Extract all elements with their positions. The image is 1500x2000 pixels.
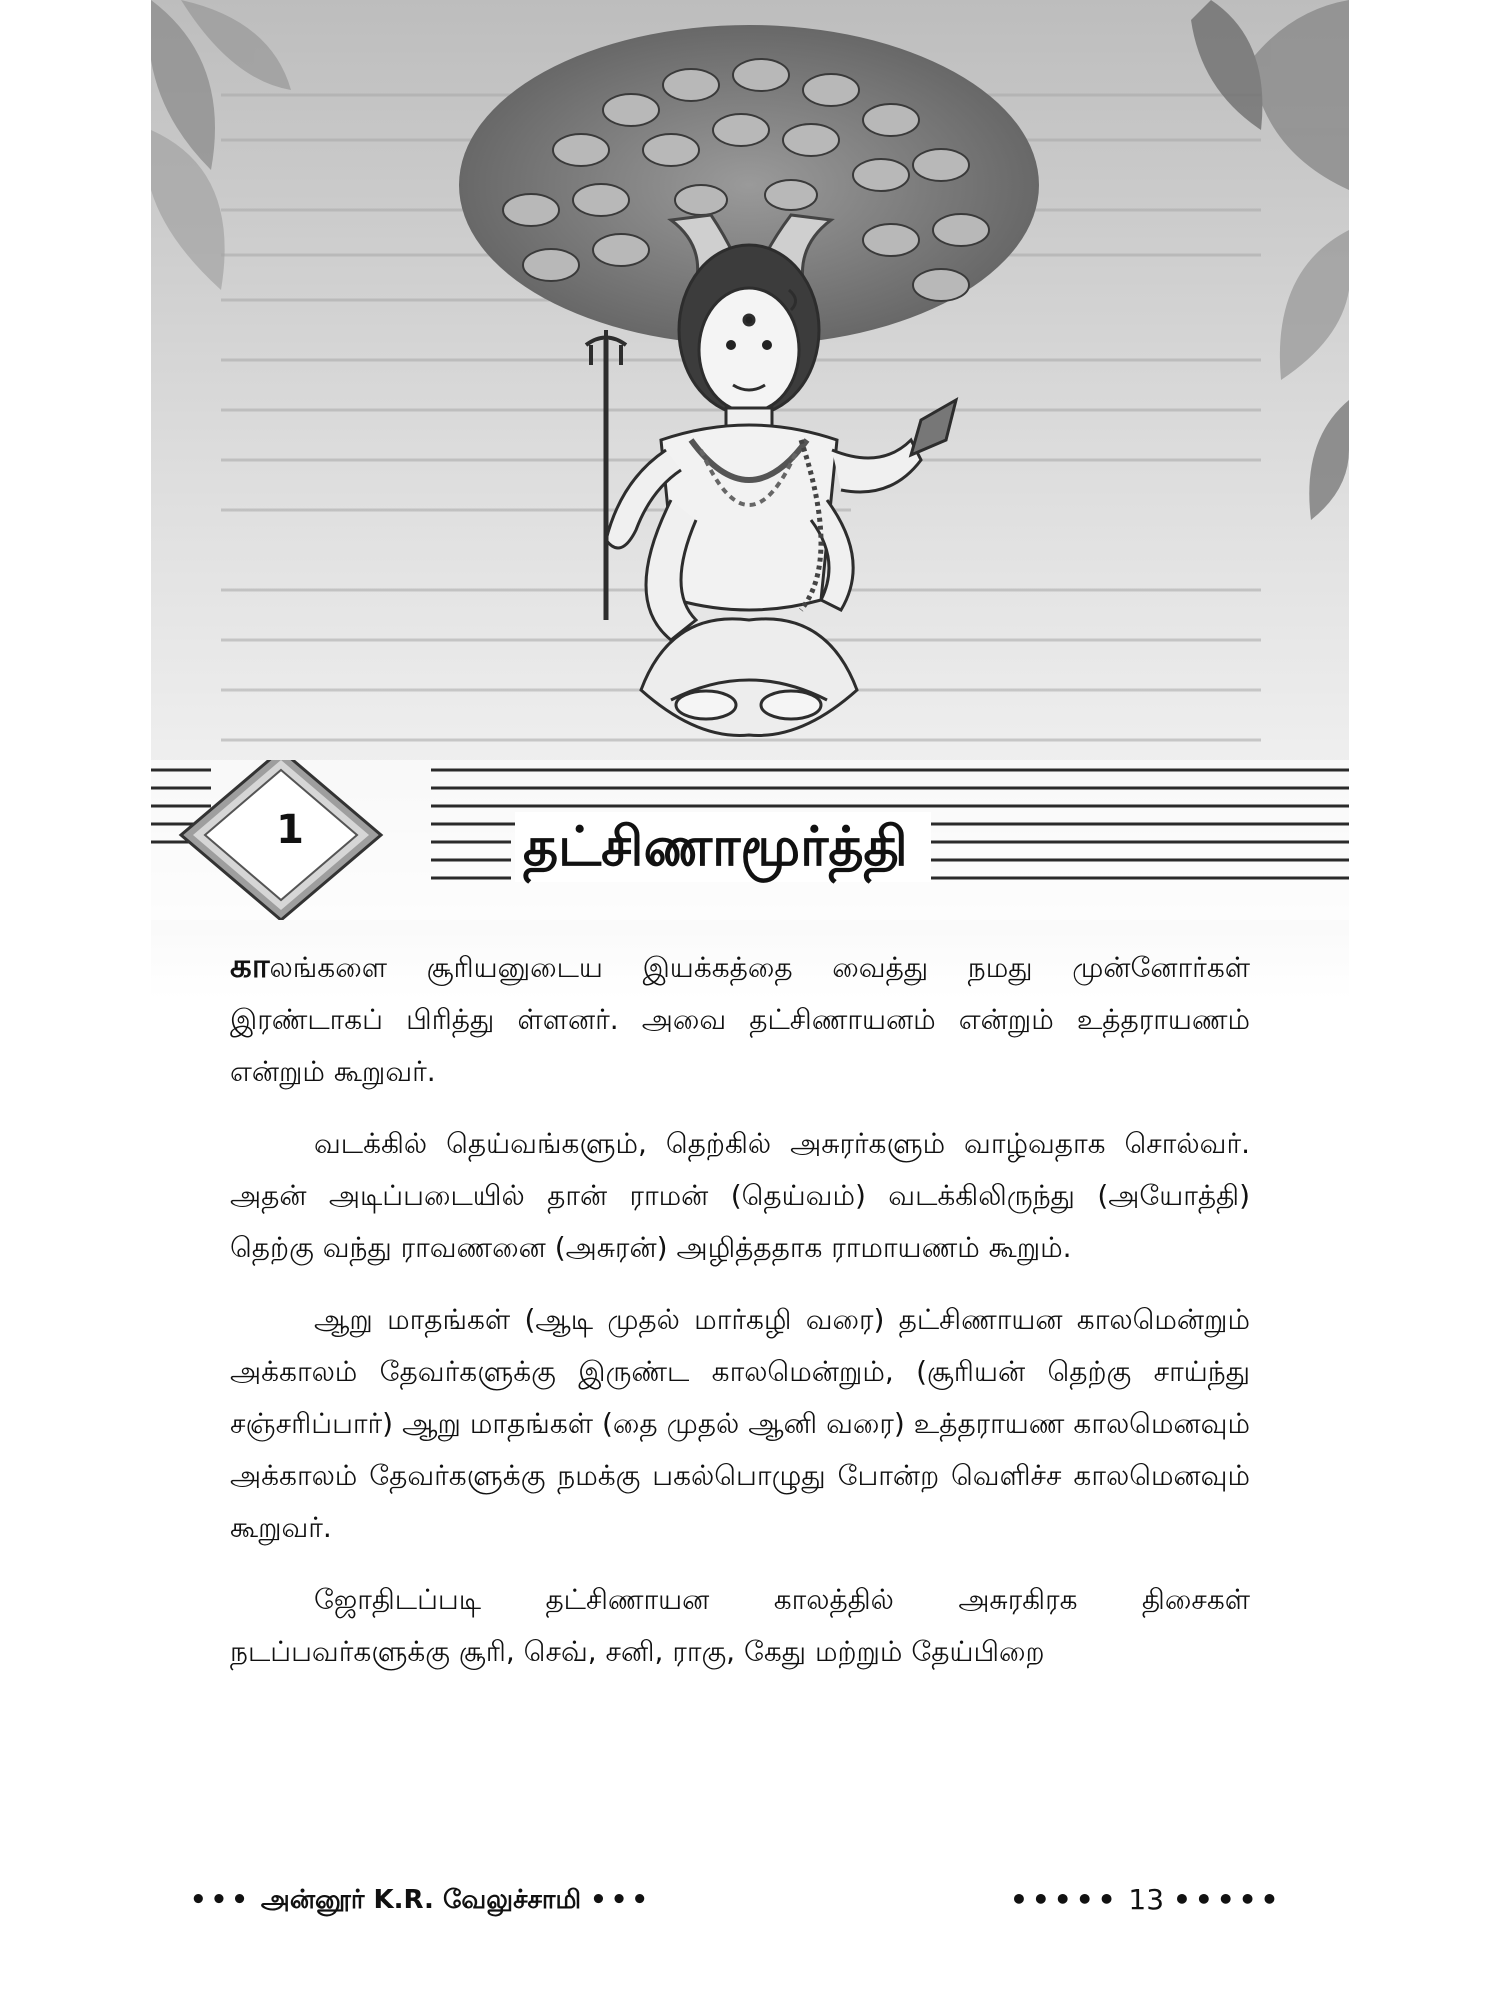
footer-dots: ••• xyxy=(590,1885,652,1915)
paragraph-3: ஆறு மாதங்கள் (ஆடி முதல் மார்கழி வரை) தட்சிணாயன காலமென்றும் அக்காலம் தேவர்களுக்கு இருண்ட காலமென்றும், (சூரியன் தெற்கு சாய்ந்து சஞ்சரிப்பார்) ஆறு மாதங்கள் (தை முதல் ஆனி வரை) உத்தராயண காலமெனவும் அக்காலம் தேவர்களுக்கு நமக்கு பகல்பொழுது போன்ற வெளிச்ச காலமெனவும் கூறுவர். xyxy=(230,1303,1250,1544)
paragraph-4: ஜோதிடப்படி தட்சிணாயன காலத்தில் அசுரகிரக திசைகள் நடப்பவர்களுக்கு சூரி, செவ், சனி, ராகு, கேது மற்றும் தேய்பிறை xyxy=(230,1583,1250,1668)
page-dots: ••••• xyxy=(1010,1883,1120,1916)
paragraph-1-text: லங்களை சூரியனுடைய இயக்கத்தை வைத்து நமது முன்னோர்கள் இரண்டாகப் பிரித்து ள்ளனர். அவை தட்சிணாயனம் என்றும் உத்தராயணம் என்றும் கூறுவர். xyxy=(230,951,1250,1088)
footer-page xyxy=(1010,1880,1282,1920)
lead-word: கா xyxy=(230,946,270,986)
footer-dots: ••• xyxy=(190,1885,252,1915)
page-number: 13 xyxy=(1128,1883,1165,1916)
chapter-number: 1 xyxy=(276,807,304,853)
page-dots: ••••• xyxy=(1172,1883,1283,1916)
chapter-title: தட்சிணாமூர்த்தி xyxy=(515,812,931,882)
body-text xyxy=(230,940,1250,1698)
paragraph-2: வடக்கில் தெய்வங்களும், தெற்கில் அசுரர்களும் வாழ்வதாக சொல்வர். அதன் அடிப்படையில் தான் ராமன் (தெய்வம்) வடக்கிலிருந்து (அயோத்தி) தெற்கு வந்து ராவணனை (அசுரன்) அழித்ததாக ராமாயணம் கூறும். xyxy=(230,1127,1250,1264)
footer-author xyxy=(190,1880,652,1920)
author-name: அன்னூர் K.R. வேலுச்சாமி xyxy=(260,1885,582,1915)
paragraph-1 xyxy=(230,940,1250,1098)
